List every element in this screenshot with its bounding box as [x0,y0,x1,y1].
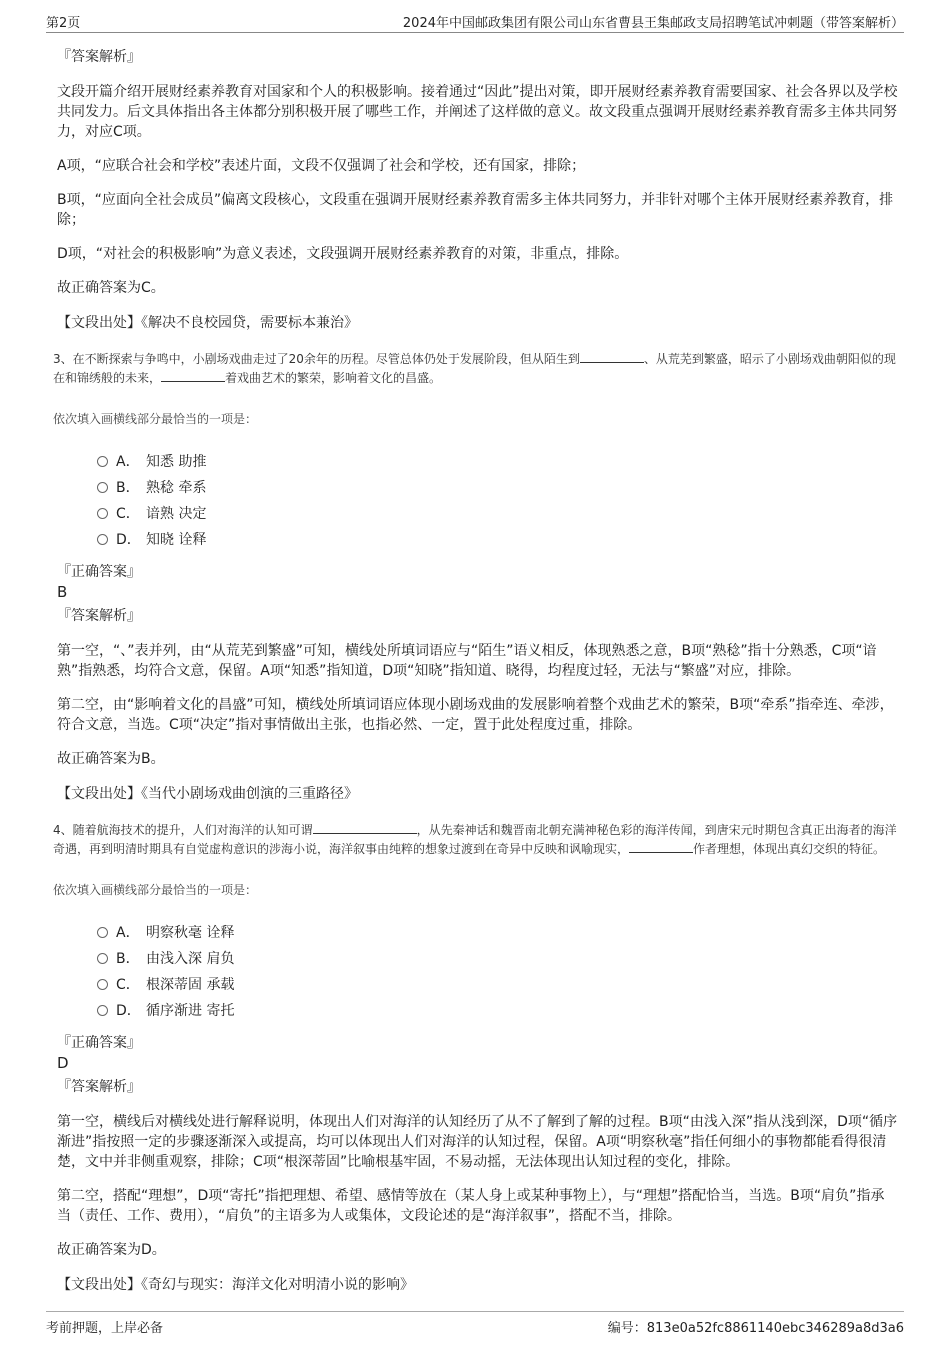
correct-answer: B [57,583,68,601]
document-title: 2024年中国邮政集团有限公司山东省曹县王集邮政支局招聘笔试冲刺题（带答案解析） [402,16,904,31]
page-header [46,12,904,33]
radio-icon[interactable] [97,953,108,964]
fill-blank [629,840,693,853]
analysis-paragraph: 第二空，由“影响着文化的昌盛”可知，横线处所填词语应体现小剧场戏曲的发展影响着整个戏曲艺术的繁荣，B项“牵系”指牵连、牵涉，符合文意，当选。C项“决定”指对事情做出主张，也指必然、一定，置于此处程度过重，排除。 [57,697,894,733]
radio-icon[interactable] [97,927,108,938]
document-code: 编号：813e0a52fc8861140ebc346289a8d3a6 [607,1321,904,1336]
footer-slogan: 考前押题，上岸必备 [46,1321,164,1336]
radio-icon[interactable] [97,508,108,519]
analysis-paragraph: 第二空，搭配“理想”，D项“寄托”指把理想、希望、感情等放在（某人身上或某种事物上），与“理想”搭配恰当，当选。B项“肩负”指承当（责任、工作、费用），“肩负”的主语多为人或集体，文段论述的是“海洋叙事”，搭配不当，排除。 [57,1188,885,1224]
option-a[interactable]: A． 明察秋毫 诠释 [97,920,898,946]
fill-blank [313,821,417,834]
source-citation: 【文段出处】《解决不良校园贷，需要标本兼治》 [57,315,358,331]
correct-answer: D [57,1054,69,1072]
question-3-options [97,449,898,553]
analysis-tag: 『答案解析』 [57,1079,141,1095]
option-c[interactable]: C． 谙熟 决定 [97,501,898,527]
correct-answer-tag: 『正确答案』 [57,564,141,580]
analysis-tag: 『答案解析』 [57,608,141,624]
option-b[interactable]: B． 熟稔 牵系 [97,475,898,501]
question-prompt: 依次填入画横线部分最恰当的一项是： [53,412,258,426]
answer-statement: 故正确答案为B。 [57,751,165,767]
source-citation: 【文段出处】《奇幻与现实：海洋文化对明清小说的影响》 [57,1277,414,1293]
page-content [53,46,898,1312]
radio-icon[interactable] [97,482,108,493]
option-d[interactable]: D． 知晓 诠释 [97,527,898,553]
radio-icon[interactable] [97,1005,108,1016]
question-prompt: 依次填入画横线部分最恰当的一项是： [53,883,258,897]
question-4-options [97,920,898,1024]
source-citation: 【文段出处】《当代小剧场戏曲创演的三重路径》 [57,786,358,802]
question-3-text: 3、在不断探索与争鸣中，小剧场戏曲走过了20余年的历程。尽管总体仍处于发展阶段，但从陌生到 、从荒芜到繁盛，昭示了小剧场戏曲朝阳似的现在和锦绣般的未来， 着戏曲艺术的繁荣，影响着文化的昌盛。 [53,352,896,385]
analysis-tag: 『答案解析』 [57,49,141,65]
fill-blank [161,369,225,382]
answer-statement: 故正确答案为C。 [57,280,165,296]
question-4-text: 4、随着航海技术的提升，人们对海洋的认知可谓 ，从先秦神话和魏晋南北朝充满神秘色彩的海洋传闻，到唐宋元时期包含真正出海者的海洋奇遇，再到明清时期具有自觉虚构意识的涉海小说，海洋叙事由纯粹的想象过渡到在奇异中反映和讽喻现实， 作者理想，体现出真幻交织的特征。 [53,823,897,856]
page-footer [46,1311,904,1336]
correct-answer-tag: 『正确答案』 [57,1035,141,1051]
option-b[interactable]: B． 由浅入深 肩负 [97,946,898,972]
option-a[interactable]: A． 知悉 助推 [97,449,898,475]
analysis-paragraph: D项，“对社会的积极影响”为意义表述，文段强调开展财经素养教育的对策，非重点，排除。 [57,246,629,262]
option-d[interactable]: D． 循序渐进 寄托 [97,998,898,1024]
page-number: 第2页 [46,16,81,31]
radio-icon[interactable] [97,456,108,467]
radio-icon[interactable] [97,979,108,990]
radio-icon[interactable] [97,534,108,545]
analysis-paragraph: B项，“应面向全社会成员”偏离文段核心，文段重在强调开展财经素养教育需多主体共同努力，并非针对哪个主体开展财经素养教育，排除； [57,192,894,228]
option-c[interactable]: C． 根深蒂固 承载 [97,972,898,998]
fill-blank [580,350,644,363]
analysis-paragraph: A项，“应联合社会和学校”表述片面，文段不仅强调了社会和学校，还有国家，排除； [57,158,586,174]
analysis-paragraph: 文段开篇介绍开展财经素养教育对国家和个人的积极影响。接着通过“因此”提出对策，即开展财经素养教育需要国家、社会各界以及学校共同发力。后文具体指出各主体都分别积极开展了哪些工作，并阐述了这样做的意义。故文段重点强调开展财经素养教育需多主体共同努力，对应C项。 [57,84,898,140]
analysis-paragraph: 第一空，横线后对横线处进行解释说明，体现出人们对海洋的认知经历了从不了解到了解的过程。B项“由浅入深”指从浅到深，D项“循序渐进”指按照一定的步骤逐渐深入或提高，均可以体现出人们对海洋的认知过程，保留。A项“明察秋毫”指任何细小的事物都能看得很清楚，文中并非侧重观察，排除；C项“根深蒂固”比喻根基牢固，不易动摇，无法体现出认知过程的变化，排除。 [57,1114,898,1170]
analysis-paragraph: 第一空，“、”表并列，由“从荒芜到繁盛”可知，横线处所填词语应与“陌生”语义相反，体现熟悉之意，B项“熟稔”指十分熟悉，C项“谙熟”指熟悉，均符合文意，保留。A项“知悉”指知道，D项“知晓”指知道、晓得，均程度过轻，无法与“繁盛”对应，排除。 [57,643,877,679]
answer-statement: 故正确答案为D。 [57,1242,166,1258]
